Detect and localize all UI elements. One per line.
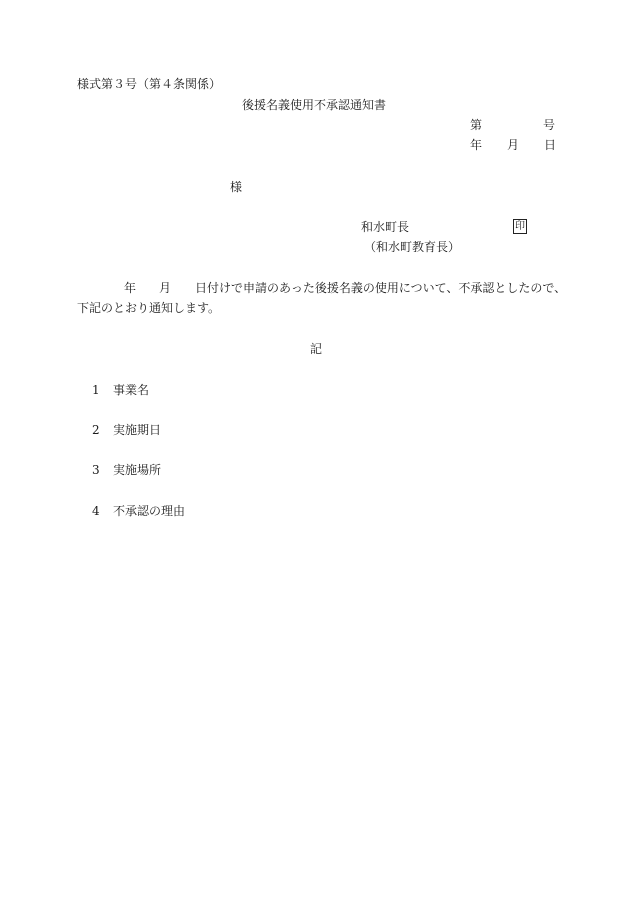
number-dai: 第	[470, 118, 483, 132]
issuer-name: 和水町長	[361, 220, 410, 234]
item-label: 実施場所	[113, 463, 162, 477]
item-label: 不承認の理由	[113, 504, 186, 518]
issuer-alt: （和水町教育長）	[364, 240, 461, 254]
date-year: 年	[470, 138, 483, 152]
body-line-2: 下記のとおり通知します。	[77, 301, 221, 315]
body-month: 月	[159, 281, 172, 295]
body-line-1: 日付けで申請のあった後援名義の使用について、不承認としたので、	[195, 281, 567, 295]
addressee-sama: 様	[230, 180, 243, 194]
item-number: 2	[92, 423, 100, 437]
seal-mark: 印	[515, 221, 525, 232]
item-label: 事業名	[113, 383, 150, 397]
ki-heading: 記	[310, 342, 323, 356]
item-label: 実施期日	[113, 423, 162, 437]
item-number: 4	[92, 504, 100, 518]
item-number: 1	[92, 383, 100, 397]
body-year: 年	[124, 281, 137, 295]
number-go: 号	[543, 118, 556, 132]
date-day: 日	[544, 138, 557, 152]
item-number: 3	[92, 463, 100, 477]
form-label: 様式第３号（第４条関係）	[77, 77, 222, 91]
document-title: 後援名義使用不承認通知書	[242, 98, 387, 112]
date-month: 月	[507, 138, 520, 152]
